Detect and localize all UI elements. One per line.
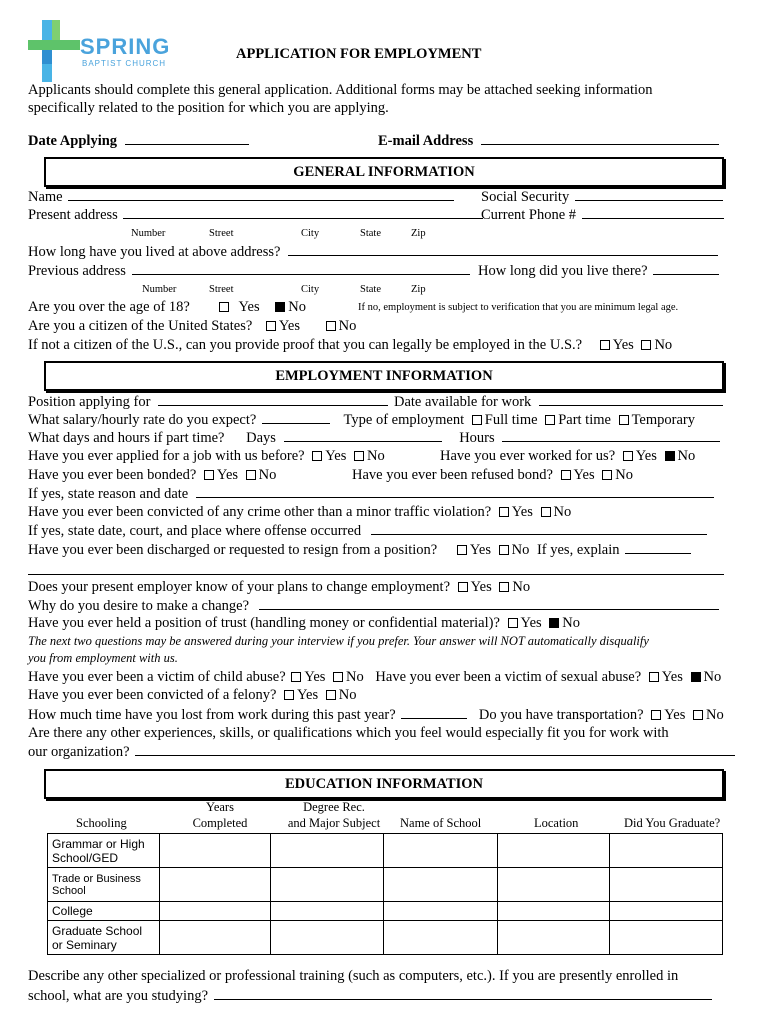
employer-yes-checkbox[interactable] <box>458 582 468 592</box>
row-label: Trade or Business School <box>48 868 160 902</box>
no-label: No <box>366 448 385 464</box>
offense-row <box>28 522 707 540</box>
trust-label: Have you ever held a position of trust (handling money or confidential material)? <box>28 615 500 631</box>
current-phone-row <box>481 206 724 224</box>
name-field[interactable] <box>68 188 454 201</box>
explain-label: If yes, explain <box>536 542 620 558</box>
years-cell[interactable] <box>160 921 271 955</box>
explain-continuation-line[interactable] <box>28 574 724 575</box>
col-name-of-school: Name of School <box>400 816 482 830</box>
no-label: No <box>511 542 530 558</box>
addr-part-city: City <box>301 228 320 239</box>
table-row <box>48 834 723 868</box>
over-age-label: Are you over the age of 18? <box>28 299 190 315</box>
child-abuse-yes-checkbox[interactable] <box>291 672 301 682</box>
bonded-yes-checkbox[interactable] <box>204 470 214 480</box>
bonded-no-checkbox[interactable] <box>246 470 256 480</box>
proof-row <box>28 337 672 354</box>
child-abuse-no-checkbox[interactable] <box>333 672 343 682</box>
location-cell[interactable] <box>498 868 610 902</box>
no-label: No <box>338 687 357 703</box>
offense-label: If yes, state date, court, and place where offense occurred <box>28 523 362 539</box>
yes-label: Yes <box>520 615 542 631</box>
felony-no-checkbox[interactable] <box>326 690 336 700</box>
col-location: Location <box>534 816 579 830</box>
ssn-field[interactable] <box>575 188 723 201</box>
date-available-field[interactable] <box>539 393 723 406</box>
trust-yes-checkbox[interactable] <box>508 618 518 628</box>
reason-date-row <box>28 485 714 503</box>
graduate-cell[interactable] <box>610 902 723 921</box>
hours-field[interactable] <box>502 429 720 442</box>
school-name-cell[interactable] <box>384 868 498 902</box>
no-label: No <box>703 669 722 685</box>
no-label: No <box>553 504 572 520</box>
full-time-checkbox[interactable] <box>472 415 482 425</box>
yes-label: Yes <box>238 299 260 315</box>
bonded-label: Have you ever been bonded? <box>28 467 197 483</box>
crime-no-checkbox[interactable] <box>541 507 551 517</box>
trust-no-checkbox[interactable] <box>549 618 559 628</box>
no-label: No <box>346 669 364 685</box>
refused-yes-checkbox[interactable] <box>561 470 571 480</box>
how-long-row <box>28 243 718 261</box>
present-address-row <box>28 206 483 224</box>
time-lost-row <box>28 706 724 724</box>
italic-note-2: you from employment with us. <box>28 651 178 665</box>
col-years <box>190 799 250 831</box>
discharged-no-checkbox[interactable] <box>499 545 509 555</box>
col-years-line-2: Completed <box>192 816 248 830</box>
years-cell[interactable] <box>160 834 271 868</box>
no-label: No <box>512 579 531 595</box>
no-label: No <box>288 299 306 315</box>
position-field[interactable] <box>158 393 388 406</box>
graduate-cell[interactable] <box>610 868 723 902</box>
yes-label: Yes <box>511 504 533 520</box>
italic-note-1: The next two questions may be answered during your interview if you prefer. Your answer will NOT automatically disqualify <box>28 634 649 648</box>
discharged-label: Have you ever been discharged or requested to resign from a position? <box>28 542 438 558</box>
transportation-yes-checkbox[interactable] <box>651 710 661 720</box>
trust-row <box>28 615 580 632</box>
proof-no-checkbox[interactable] <box>641 340 651 350</box>
row-label: Graduate School or Seminary <box>48 921 160 955</box>
yes-label: Yes <box>304 669 326 685</box>
previous-address-label: Previous address <box>28 263 126 279</box>
intro-line-2: specifically related to the position for which you are applying. <box>28 100 389 116</box>
yes-label: Yes <box>573 467 595 483</box>
prev-addr-part-city: City <box>301 284 320 295</box>
yes-label: Yes <box>664 707 686 723</box>
no-label: No <box>677 448 696 464</box>
prev-addr-part-street: Street <box>209 284 234 295</box>
col-years-line-1: Years <box>206 800 234 814</box>
no-label: No <box>258 467 277 483</box>
temporary-checkbox[interactable] <box>619 415 629 425</box>
graduate-cell[interactable] <box>610 834 723 868</box>
previous-address-field[interactable] <box>132 262 470 275</box>
worked-for-us-label: Have you ever worked for us? <box>440 448 616 464</box>
school-name-cell[interactable] <box>384 921 498 955</box>
days-hours-row <box>28 429 720 447</box>
proof-yes-checkbox[interactable] <box>600 340 610 350</box>
how-long-live-row <box>478 262 719 280</box>
days-field[interactable] <box>284 429 442 442</box>
yes-label: Yes <box>469 542 491 558</box>
col-graduate: Did You Graduate? <box>624 816 721 830</box>
applied-before-row <box>28 448 385 465</box>
over-age-row <box>28 299 306 316</box>
yes-label: Yes <box>325 448 347 464</box>
logo-name: SPRING <box>80 34 171 59</box>
col-degree <box>284 799 384 831</box>
refused-no-checkbox[interactable] <box>602 470 612 480</box>
citizen-yes-checkbox[interactable] <box>266 321 276 331</box>
worked-for-us-row <box>440 448 695 465</box>
employer-no-checkbox[interactable] <box>499 582 509 592</box>
footer-row <box>28 987 712 1005</box>
worked-no-checkbox[interactable] <box>665 451 675 461</box>
crime-yes-checkbox[interactable] <box>499 507 509 517</box>
addr-part-state: State <box>360 228 381 239</box>
no-label: No <box>562 615 581 631</box>
no-label: No <box>654 337 673 353</box>
previous-address-row <box>28 262 470 280</box>
age-note: If no, employment is subject to verification that you are minimum legal age. <box>358 302 679 313</box>
prev-addr-part-state: State <box>360 284 381 295</box>
degree-cell[interactable] <box>271 868 384 902</box>
why-change-row <box>28 597 719 615</box>
prev-addr-part-zip: Zip <box>411 284 426 295</box>
time-lost-label: How much time have you lost from work during this past year? <box>28 707 396 723</box>
part-time-checkbox[interactable] <box>545 415 555 425</box>
other-exp-label: our organization? <box>28 744 130 760</box>
bonded-row <box>28 467 276 484</box>
felony-row <box>28 687 357 704</box>
page-title: APPLICATION FOR EMPLOYMENT <box>236 46 482 62</box>
location-cell[interactable] <box>498 834 610 868</box>
date-available-row <box>394 393 723 411</box>
sexual-abuse-label: Have you ever been a victim of sexual abuse? <box>375 669 642 685</box>
transportation-no-checkbox[interactable] <box>693 710 703 720</box>
yes-label: Yes <box>216 467 239 483</box>
type-label: Type of employment <box>343 412 465 428</box>
worked-yes-checkbox[interactable] <box>623 451 633 461</box>
over-age-yes-checkbox[interactable] <box>219 302 229 312</box>
child-abuse-row <box>28 669 721 686</box>
part-time-label: Part time <box>558 412 611 428</box>
salary-field[interactable] <box>262 411 330 424</box>
addr-part-number: Number <box>131 228 166 239</box>
how-long-label: How long have you lived at above address? <box>28 244 281 260</box>
felony-yes-checkbox[interactable] <box>284 690 294 700</box>
discharged-row <box>28 541 691 559</box>
yes-label: Yes <box>635 448 657 464</box>
yes-label: Yes <box>612 337 634 353</box>
years-cell[interactable] <box>160 902 271 921</box>
cross-logo-icon <box>28 20 80 82</box>
degree-cell[interactable] <box>271 902 384 921</box>
ssn-row <box>481 188 723 206</box>
addr-part-zip: Zip <box>411 228 426 239</box>
convicted-crime-label: Have you ever been convicted of any crime other than a minor traffic violation? <box>28 504 492 520</box>
yes-label: Yes <box>278 318 301 334</box>
other-exp-field[interactable] <box>135 743 735 756</box>
addr-part-street: Street <box>209 228 234 239</box>
studying-field[interactable] <box>214 987 712 1000</box>
convicted-crime-row <box>28 504 571 521</box>
section-employment: EMPLOYMENT INFORMATION <box>44 361 724 391</box>
hours-label: Hours <box>459 430 495 446</box>
table-row <box>48 902 723 921</box>
graduate-cell[interactable] <box>610 921 723 955</box>
present-address-field[interactable] <box>123 206 483 219</box>
present-employer-label: Does your present employer know of your plans to change employment? <box>28 579 451 595</box>
position-label: Position applying for <box>28 394 151 410</box>
email-field[interactable] <box>481 132 719 145</box>
full-time-label: Full time <box>484 412 538 428</box>
no-label: No <box>338 318 357 334</box>
reason-date-field[interactable] <box>196 485 714 498</box>
how-long-field[interactable] <box>288 243 718 256</box>
current-phone-label: Current Phone # <box>481 207 577 223</box>
salary-label: What salary/hourly rate do you expect? <box>28 412 257 428</box>
salary-row <box>28 411 695 429</box>
over-age-no-checkbox[interactable] <box>275 302 285 312</box>
no-label: No <box>615 467 633 483</box>
degree-cell[interactable] <box>271 921 384 955</box>
date-available-label: Date available for work <box>394 394 532 410</box>
col-degree-line-2: and Major Subject <box>287 816 381 830</box>
location-cell[interactable] <box>498 902 610 921</box>
col-schooling: Schooling <box>76 816 127 830</box>
sexual-abuse-yes-checkbox[interactable] <box>649 672 659 682</box>
date-applying-field[interactable] <box>125 132 249 145</box>
table-row <box>48 921 723 955</box>
section-education: EDUCATION INFORMATION <box>44 769 724 799</box>
intro-line-1: Applicants should complete this general application. Additional forms may be attached seeking information <box>28 82 653 98</box>
refused-bond-row <box>352 467 633 484</box>
row-label: College <box>48 902 160 921</box>
degree-cell[interactable] <box>271 834 384 868</box>
school-name-cell[interactable] <box>384 834 498 868</box>
logo-subtitle: BAPTIST CHURCH <box>82 59 167 68</box>
refused-bond-label: Have you ever been refused bond? <box>352 467 553 483</box>
email-row <box>378 132 719 150</box>
time-lost-field[interactable] <box>401 706 467 719</box>
row-label: Grammar or High School/GED <box>48 834 160 868</box>
date-applying-row <box>28 132 249 150</box>
years-cell[interactable] <box>160 868 271 902</box>
why-change-field[interactable] <box>259 597 719 610</box>
applied-before-label: Have you ever applied for a job with us before? <box>28 448 305 464</box>
why-change-label: Why do you desire to make a change? <box>28 598 250 614</box>
child-abuse-label: Have you ever been a victim of child abuse? <box>28 669 286 685</box>
name-label: Name <box>28 189 63 205</box>
col-degree-line-1: Degree Rec. <box>303 800 365 814</box>
sexual-abuse-no-checkbox[interactable] <box>691 672 701 682</box>
explain-field[interactable] <box>625 541 691 554</box>
footer-label: school, what are you studying? <box>28 988 209 1004</box>
present-employer-row <box>28 579 530 596</box>
how-long-live-label: How long did you live there? <box>478 263 648 279</box>
other-exp-line-1: Are there any other experiences, skills, or qualifications which you feel would especially fit you for work with <box>28 725 669 741</box>
email-label: E-mail Address <box>378 133 474 149</box>
school-name-cell[interactable] <box>384 902 498 921</box>
no-label: No <box>705 707 724 723</box>
position-row <box>28 393 388 411</box>
citizen-row <box>28 318 356 335</box>
citizen-label: Are you a citizen of the United States? <box>28 318 253 334</box>
applied-yes-checkbox[interactable] <box>312 451 322 461</box>
prev-addr-part-number: Number <box>142 284 177 295</box>
date-applying-label: Date Applying <box>28 133 118 149</box>
days-hours-label: What days and hours if part time? <box>28 430 225 446</box>
yes-label: Yes <box>470 579 492 595</box>
discharged-yes-checkbox[interactable] <box>457 545 467 555</box>
other-exp-row <box>28 743 735 761</box>
how-long-live-field[interactable] <box>653 262 719 275</box>
section-general: GENERAL INFORMATION <box>44 157 724 187</box>
transportation-label: Do you have transportation? <box>478 707 644 723</box>
temporary-label: Temporary <box>631 412 695 428</box>
citizen-no-checkbox[interactable] <box>326 321 336 331</box>
table-row <box>48 868 723 902</box>
present-address-label: Present address <box>28 207 118 223</box>
education-table <box>47 833 723 955</box>
proof-label: If not a citizen of the U.S., can you provide proof that you can legally be employed in the U.S.? <box>28 337 583 353</box>
footer-line-1: Describe any other specialized or professional training (such as computers, etc.). If you are presently enrolled in <box>28 968 679 984</box>
offense-field[interactable] <box>371 522 707 535</box>
current-phone-field[interactable] <box>582 206 724 219</box>
yes-label: Yes <box>297 687 319 703</box>
yes-label: Yes <box>661 669 683 685</box>
ssn-label: Social Security <box>481 189 570 205</box>
felony-label: Have you ever been convicted of a felony? <box>28 687 277 703</box>
name-row <box>28 188 454 206</box>
location-cell[interactable] <box>498 921 610 955</box>
reason-date-label: If yes, state reason and date <box>28 486 189 502</box>
days-label: Days <box>246 430 276 446</box>
applied-no-checkbox[interactable] <box>354 451 364 461</box>
